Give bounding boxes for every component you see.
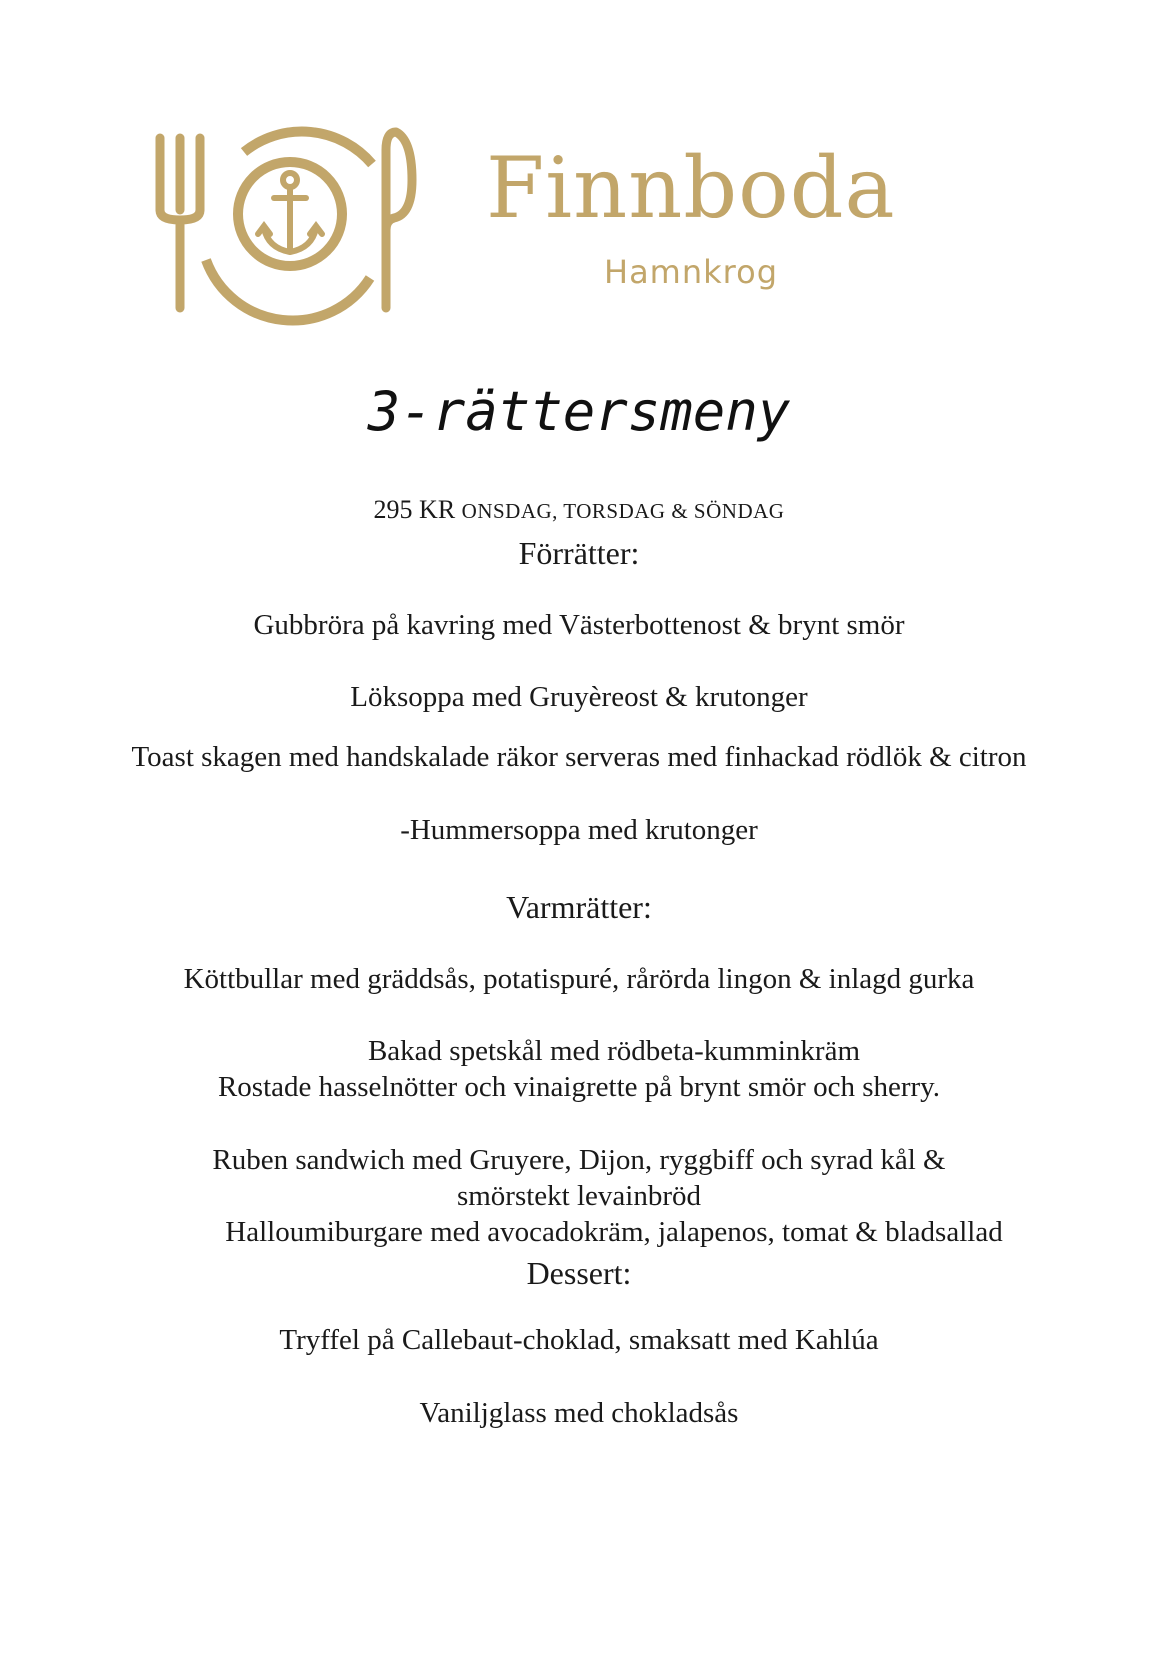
menu-days: ONSDAG, TORSDAG & SÖNDAG <box>461 499 785 523</box>
fork-icon <box>160 138 200 308</box>
menu-price: 295 KR <box>373 495 456 524</box>
brand-name: Finnboda <box>486 139 896 237</box>
logo-mark <box>150 110 430 330</box>
brand-subtitle: Hamnkrog <box>604 253 778 291</box>
menu-item-continued: smörstekt levainbröd <box>456 1180 702 1212</box>
price-line <box>0 497 1158 523</box>
menu-item: Halloumiburgare med avocadokräm, jalapenos, tomat & bladsallad <box>225 1216 1003 1248</box>
anchor-icon <box>258 173 322 252</box>
menu-item: Tryffel på Callebaut-choklad, smaksatt med Kahlúa <box>279 1324 879 1356</box>
menu-item: Ruben sandwich med Gruyere, Dijon, ryggbiff och syrad kål & <box>212 1144 946 1176</box>
menu-item: Bakad spetskål med rödbeta-kumminkräm <box>367 1035 861 1067</box>
knife-icon <box>386 132 412 308</box>
section-heading-mains: Varmrätter: <box>506 889 652 925</box>
menu-item: Löksoppa med Gruyèreost & krutonger <box>350 681 808 713</box>
menu-item: Toast skagen med handskalade räkor serveras med finhackad rödlök & citron <box>131 741 1027 773</box>
menu-title: 3-rättersmeny <box>367 380 791 443</box>
restaurant-logo <box>150 110 910 340</box>
menu-item: Vaniljglass med chokladsås <box>419 1397 739 1429</box>
section-heading-starters: Förrätter: <box>518 535 640 571</box>
menu-item: -Hummersoppa med krutonger <box>400 814 758 846</box>
menu-item: Köttbullar med gräddsås, potatispuré, rårörda lingon & inlagd gurka <box>183 963 975 995</box>
menu-item: Rostade hasselnötter och vinaigrette på brynt smör och sherry. <box>217 1071 941 1103</box>
menu-item: Gubbröra på kavring med Västerbottenost & brynt smör <box>253 609 905 641</box>
section-heading-dessert: Dessert: <box>526 1255 632 1291</box>
